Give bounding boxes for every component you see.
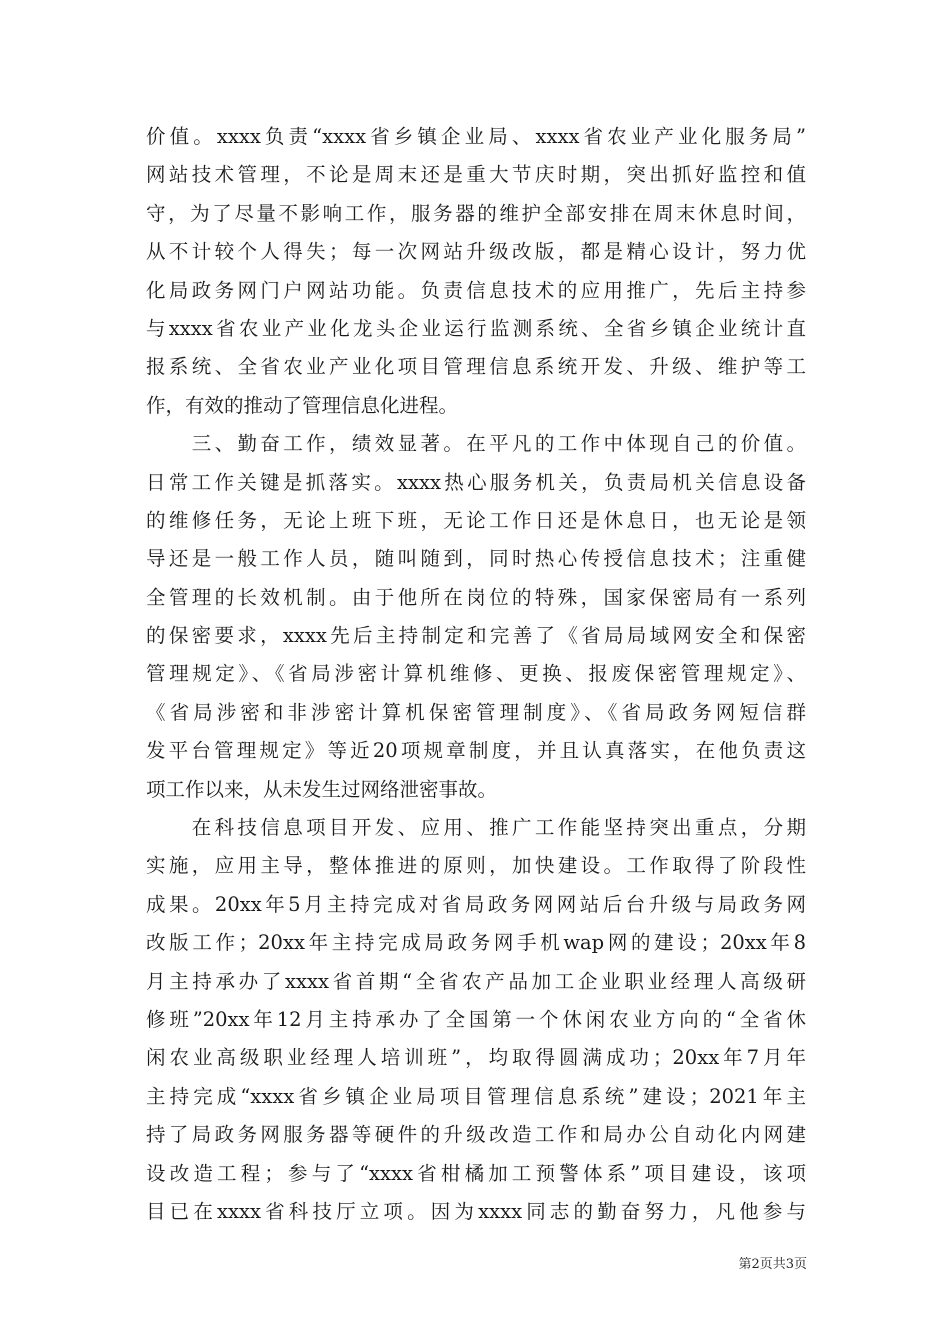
text-line: 全管理的长效机制。由于他所在岗位的特殊，国家保密局有一系列 — [146, 585, 806, 609]
text-line: 管理规定》、《省局涉密计算机维修、更换、报废保密管理规定》、 — [146, 662, 806, 686]
text-line: 在科技信息项目开发、应用、推广工作能坚持突出重点，分期 — [146, 816, 806, 840]
text-line: 的保密要求，xxxx先后主持制定和完善了《省局局域网安全和保密 — [146, 624, 806, 648]
text-line: 设改造工程；参与了“xxxx省柑橘加工预警体系”项目建设，该项 — [146, 1161, 806, 1185]
text-line: 价值。xxxx负责“xxxx省乡镇企业局、xxxx省农业产业化服务局” — [146, 125, 806, 148]
text-line: 守，为了尽量不影响工作，服务器的维护全部安排在周末休息时间， — [146, 201, 806, 225]
text-line: 发平台管理规定》等近20项规章制度，并且认真落实，在他负责这 — [146, 739, 806, 763]
text-line: 网站技术管理，不论是周末还是重大节庆时期，突出抓好监控和值 — [146, 163, 806, 187]
text-line: 修班”20xx年12月主持承办了全国第一个休闲农业方向的“全省休 — [146, 1007, 806, 1031]
text-line: 导还是一般工作人员，随叫随到，同时热心传授信息技术；注重健 — [146, 547, 806, 571]
text-line: 闲农业高级职业经理人培训班”，均取得圆满成功；20xx年7月年 — [146, 1046, 806, 1070]
text-line: 化局政务网门户网站功能。负责信息技术的应用推广，先后主持参 — [146, 278, 806, 302]
page-footer: 第2页共3页 — [738, 1257, 807, 1272]
text-line: 从不计较个人得失；每一次网站升级改版，都是精心设计，努力优 — [146, 240, 806, 264]
text-line: 《省局涉密和非涉密计算机保密管理制度》、《省局政务网短信群 — [146, 700, 806, 724]
body-text — [146, 118, 806, 1231]
paragraph — [146, 118, 806, 425]
text-line: 的维修任务，无论上班下班，无论工作日还是休息日，也无论是领 — [146, 508, 806, 532]
text-line: 月主持承办了xxxx省首期“全省农产品加工企业职业经理人高级研 — [146, 969, 806, 993]
text-line: 改版工作；20xx年主持完成局政务网手机wap网的建设；20xx年8 — [146, 931, 806, 955]
text-line: 主持完成“xxxx省乡镇企业局项目管理信息系统”建设；2021年主 — [146, 1084, 806, 1108]
paragraph — [146, 425, 806, 809]
text-line: 日常工作关键是抓落实。xxxx热心服务机关，负责局机关信息设备 — [146, 470, 806, 494]
text-line: 三、勤奋工作，绩效显著。在平凡的工作中体现自己的价值。 — [146, 432, 806, 456]
text-line: 项工作以来，从未发生过网络泄密事故。 — [146, 777, 498, 801]
text-line: 与xxxx省农业产业化龙头企业运行监测系统、全省乡镇企业统计直 — [146, 316, 806, 340]
text-line: 实施，应用主导，整体推进的原则，加快建设。工作取得了阶段性 — [146, 854, 806, 878]
text-line: 作，有效的推动了管理信息化进程。 — [146, 393, 459, 417]
text-line: 持了局政务网服务器等硬件的升级改造工作和局办公自动化内网建 — [146, 1123, 806, 1147]
text-line: 目已在xxxx省科技厅立项。因为xxxx同志的勤奋努力，凡他参与 — [146, 1199, 806, 1223]
text-line: 报系统、全省农业产业化项目管理信息系统开发、升级、维护等工 — [146, 355, 806, 379]
paragraph — [146, 809, 806, 1231]
text-line: 成果。20xx年5月主持完成对省局政务网网站后台升级与局政务网 — [146, 892, 806, 916]
